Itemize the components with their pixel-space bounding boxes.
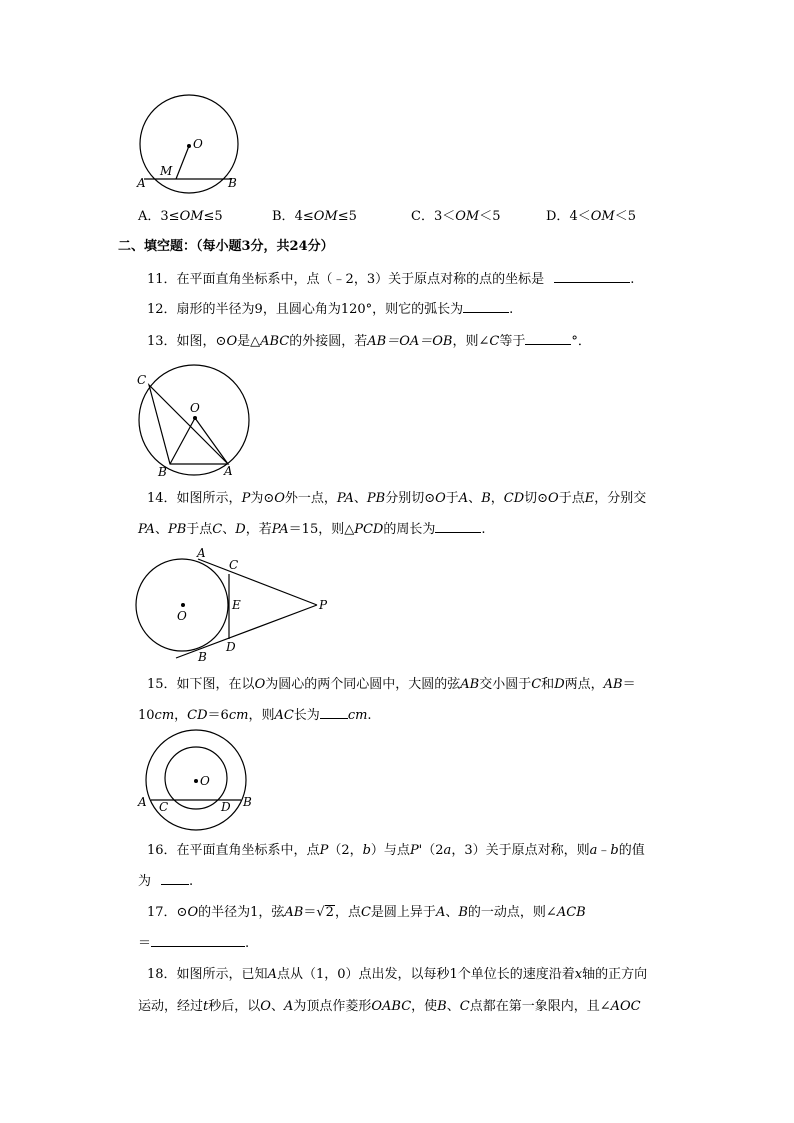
question-17-line-1: 17．⊙O的半径为1，弦AB＝√2，点C是圆上异于A、B的一动点，则∠ACB [147,905,586,920]
text-run: a [589,843,598,858]
question-18-line-2 [138,998,641,1016]
question-13: 13．如图，⊙O是△ABC的外接圆，若AB＝OA＝OB，则∠C等于 °． [147,334,591,349]
q14-label-p: P [319,598,328,612]
text-run: 的周长为 [383,522,436,537]
text-run: 切⊙ [524,491,549,506]
text-run: P' [409,843,423,858]
question-16-line-2: 为 . [138,874,194,889]
text-run: C [531,677,542,692]
sqrt-radicand: 2 [325,905,334,920]
answer-blank-14[interactable] [435,520,481,533]
q13-label-o: O [190,401,200,415]
text-run: 、 [270,999,284,1014]
text-run: 于点 [558,491,585,506]
text-run: cm [228,708,249,723]
option-run: 3＜ [433,209,456,224]
text-run: B [481,491,491,506]
q13-label-b: B [158,465,167,479]
text-run: 、 [154,522,168,537]
text-run: O [435,491,446,506]
option-run: ≤5 [203,209,223,224]
q13-center-dot [193,416,197,420]
question-14-line-2: PA、PB于点C、D，若PA＝15，则△PCD的周长为 . [138,522,486,537]
text-run: 、 [353,491,367,506]
option-run: 3≤ [160,209,180,224]
answer-blank-13[interactable] [525,332,571,345]
sqrt-symbol: √ [316,905,325,920]
question-15-line-1: 15．如下图，在以O为圆心的两个同心圆中，大圆的弦AB交小圆于C和D两点，AB＝ [147,677,636,692]
question-11: 11．在平面直角坐标系中，点（﹣2，3）关于原点对称的点的坐标是 . [147,272,635,287]
text-run: A [283,999,294,1014]
answer-blank-11[interactable] [554,270,630,283]
q14-label-b: B [198,650,207,664]
q14-label-a: A [197,546,206,560]
text-run: 为⊙ [250,491,275,506]
text-run: 长为 [293,708,320,723]
text-run: E [584,491,595,506]
text-run: a [443,843,452,858]
text-run: ，则 [248,708,275,723]
q13-segment-oa [195,418,228,464]
q14-tangent-pa [198,559,317,605]
option-run: 4＜ [569,209,591,224]
text-run: 点从（1，0）点出发，以每秒1个单位长的速度沿着 [276,967,575,982]
text-run: CD [503,491,525,506]
text-run: ＝15，则△ [288,522,355,537]
text-run: b [610,843,619,858]
q10-segment-om [176,146,189,179]
text-run: ， [174,708,188,723]
q10-option-a-text [160,209,222,224]
text-run: 于 [445,491,459,506]
text-run: ，分别交 [594,491,647,506]
q10-option-d-text [569,209,636,224]
text-run: ，若 [245,522,272,537]
q15-label-a: A [138,795,147,809]
q15-label-b: B [243,795,252,809]
text-run: O [260,999,271,1014]
option-run: ≤5 [337,209,357,224]
question-16-line-1: 16．在平面直角坐标系中，点P（2，b）与点P'（2a，3）关于原点对称，则a﹣b的值 [147,843,645,858]
text-run: ＝ [622,677,636,692]
text-run: 为圆心的两个同心圆中，大圆的弦 [265,677,461,692]
text-run: 10 [138,708,155,723]
q10-option-a: A．3≤OM≤5 [138,209,223,224]
text-run: ＝6 [207,708,229,723]
text-run: OABC [371,999,412,1014]
q10-option-b: B．4≤OM≤5 [272,209,357,224]
text-run: 外一点， [284,491,337,506]
text-run: D [235,522,246,537]
q13-label-c: C [137,373,147,387]
text-run: PCD [354,522,384,537]
answer-blank-16[interactable] [161,872,189,885]
option-run: OM [313,209,338,224]
question-15-line-2: 10cm，CD＝6cm，则AC长为 cm. [138,708,372,723]
text-run: AB [603,677,623,692]
option-run: OM [590,209,615,224]
q14-figure [134,546,334,666]
text-run: A [458,491,469,506]
q13-triangle-abc [149,385,228,464]
q14-label-o: O [177,609,187,623]
text-run: PA [138,522,155,537]
answer-blank-17[interactable] [151,934,245,947]
text-run: 两点， [564,677,604,692]
text-run: x [574,967,583,982]
text-run: AB [460,677,480,692]
option-run: ＜5 [479,209,501,224]
text-run: （2 [422,843,444,858]
text-run: 分别切⊙ [385,491,436,506]
text-run: O [254,677,266,692]
text-run: cm [154,708,175,723]
question-17-line-2: ＝ . [138,936,250,951]
section-title: 二、填空题：（每小题3分，共24分） [118,239,334,254]
text-run: 在平面直角坐标系中，点 [176,843,320,858]
text-run: b [362,843,371,858]
q14-center-dot [181,603,185,607]
text-run: O [548,491,559,506]
text-run: ，使 [411,999,438,1014]
q13-segment-ob [170,418,195,464]
text-run: 于点 [186,522,213,537]
q10-label-a: A [137,176,146,190]
text-run: PA [271,522,289,537]
text-run: PB [366,491,386,506]
q14-label-e: E [232,598,241,612]
text-run: A [267,967,277,982]
text-run: 秒后，以 [208,999,261,1014]
q10-figure [130,94,250,194]
option-run: ＜5 [614,209,636,224]
option-run: OM [455,209,480,224]
text-run: 如图所示， [176,491,242,506]
answer-blank-15[interactable] [320,706,348,719]
q14-label-c: C [229,558,239,572]
option-run: 4≤ [294,209,314,224]
text-run: ）与点 [370,843,410,858]
text-run: P [319,843,329,858]
question-18-line-1: 18．如图所示，已知A点从（1，0）点出发，以每秒1个单位长的速度沿着x轴的正方向 [147,967,648,982]
text-run: C [459,999,470,1014]
q15-label-c: C [159,800,169,814]
q14-label-d: D [226,640,236,654]
q10-label-b: B [228,176,237,190]
q15-center-dot [194,779,198,783]
option-run: OM [179,209,204,224]
text-run: AOC [610,999,641,1014]
q10-label-m: M [160,164,173,178]
text-run: 、 [468,491,482,506]
answer-blank-12[interactable] [463,300,509,313]
text-run: 和 [541,677,555,692]
text-run: 、 [446,999,460,1014]
text-run: 为顶点作菱形 [293,999,372,1014]
q15-figure [134,732,264,832]
q10-option-c: C．3＜OM＜5 [411,209,501,224]
text-run: 、 [222,522,236,537]
text-run: 点都在第一象限内，且∠ [469,999,611,1014]
question-12: 12．扇形的半径为9，且圆心角为120°，则它的弧长为 . [147,302,514,317]
text-run: P [241,491,251,506]
text-run: 运动，经过 [138,999,204,1014]
q15-label-d: D [221,800,231,814]
text-run: 轴的正方向 [582,967,648,982]
text-run: D [554,677,565,692]
q10-center-dot [187,144,191,148]
q10-option-b-text [295,209,357,224]
text-run: PB [167,522,187,537]
text-run: ﹣ [597,843,611,858]
text-run: 交小圆于 [479,677,532,692]
text-run: 如下图，在以 [176,677,255,692]
text-run: O [274,491,285,506]
text-run: （2， [328,843,363,858]
q10-label-o: O [193,137,203,151]
q10-option-c-text [434,209,501,224]
text-run: ，3）关于原点对称，则 [451,843,590,858]
q10-option-d: D．4＜OM＜5 [546,209,636,224]
text-run: CD [187,708,208,723]
q15-label-o: O [200,774,210,788]
text-run: C [212,522,223,537]
question-14-line-1: 14．如图所示，P为⊙O外一点，PA、PB分别切⊙O于A、B，CD切⊙O于点E，分别交 [147,491,647,506]
text-run: B [437,999,447,1014]
text-run: ， [490,491,504,506]
text-run: PA [336,491,354,506]
text-run: t [203,999,209,1014]
q13-figure [134,368,256,480]
q13-label-a: A [224,464,233,478]
text-run: 如图所示，已知 [176,967,268,982]
text-run: AC [274,708,294,723]
text-run: 的值 [618,843,645,858]
